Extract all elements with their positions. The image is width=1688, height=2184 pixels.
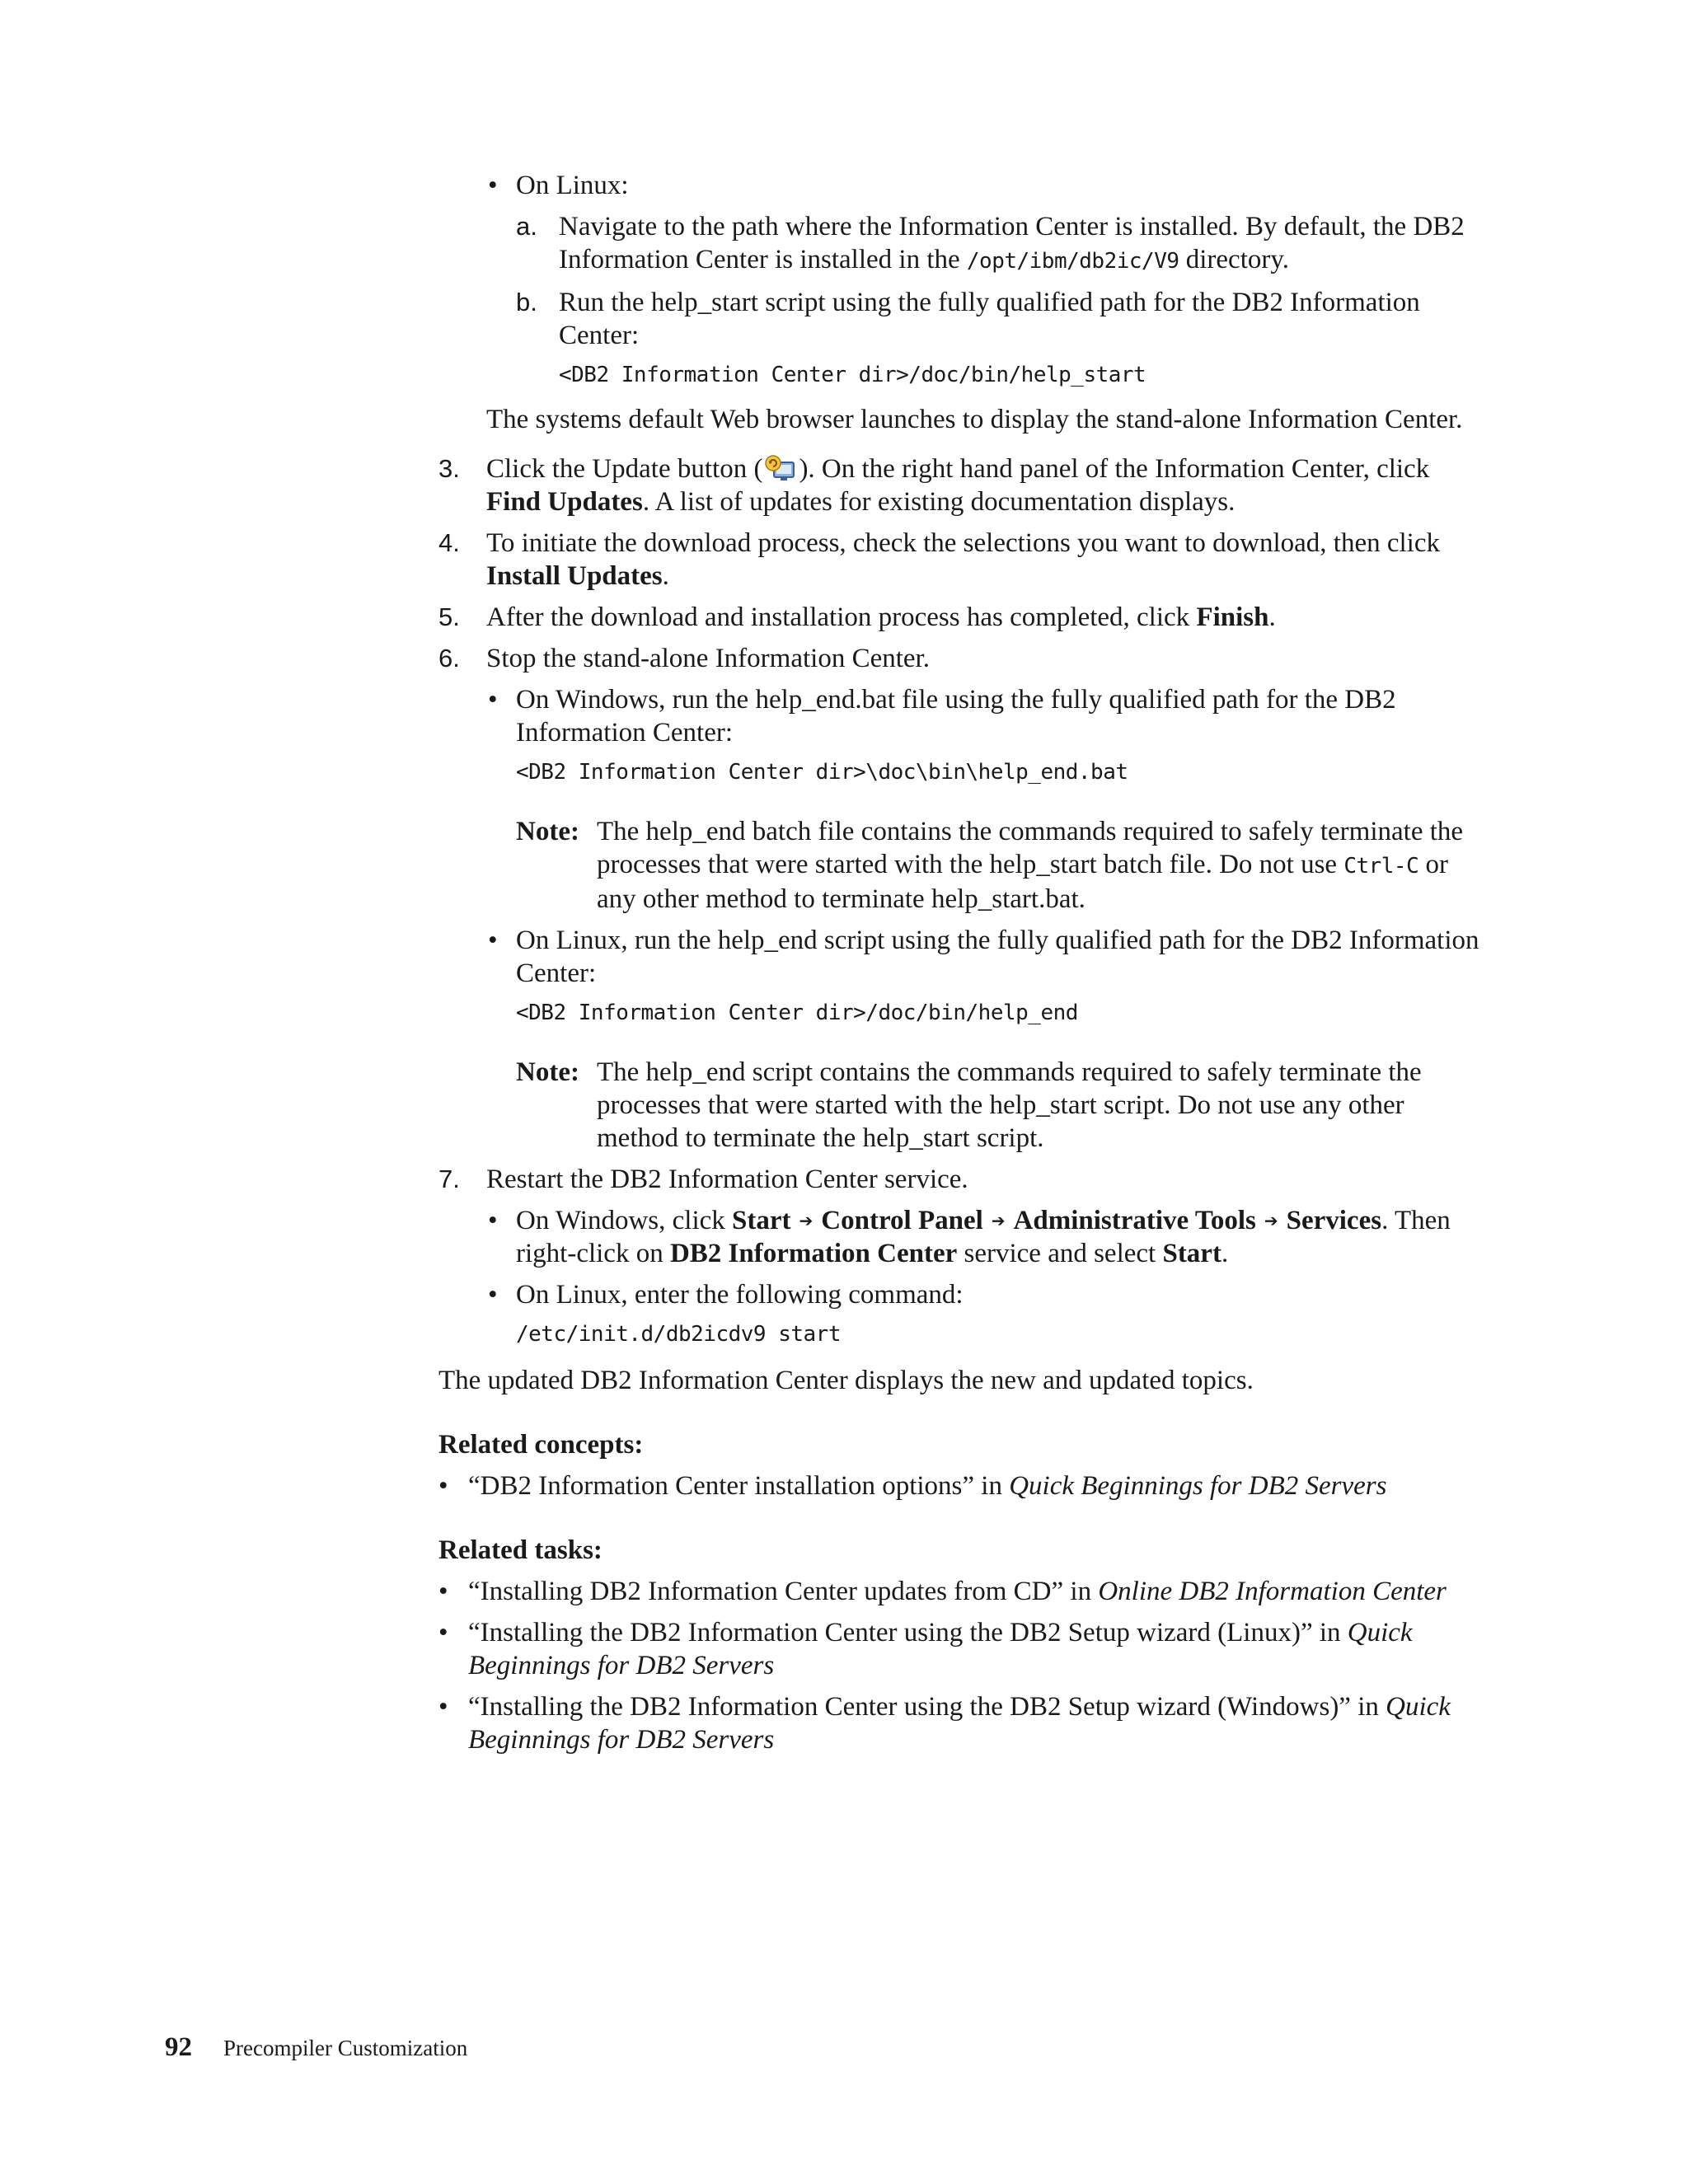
bullet-marker: • [488, 685, 498, 715]
step-3-marker: 3. [438, 454, 460, 483]
related-concepts-heading: Related concepts: [438, 1430, 644, 1460]
related-tasks-item [438, 1616, 1485, 1682]
step-a-marker: a. [516, 212, 537, 241]
control-panel-label: Control Panel [821, 1206, 983, 1235]
related-link-text: “DB2 Information Center installation options” in [468, 1471, 1010, 1501]
related-tasks-item [438, 1575, 1485, 1608]
windows-note-text-end: or any other method to terminate help_start.bat. [597, 850, 1448, 914]
administrative-tools-label: Administrative Tools [1013, 1206, 1256, 1235]
step-a-text-end: directory. [1179, 245, 1289, 274]
linux-note [516, 1056, 1485, 1155]
note-label: Note: [516, 1057, 579, 1087]
step-6-linux-bullet [438, 924, 1485, 1155]
step-6-text: Stop the stand-alone Information Center. [486, 644, 930, 673]
step-b [438, 286, 1485, 391]
related-link-text: “Installing the DB2 Information Center using the DB2 Setup wizard (Linux)” in [468, 1618, 1348, 1647]
bullet-marker: • [438, 1577, 448, 1606]
init-d-command-code: /etc/init.d/db2icdv9 start [516, 1322, 841, 1347]
step-5-marker: 5. [438, 602, 460, 631]
step-6-windows-text: On Windows, run the help_end.bat file using the fully qualified path for the DB2 Information Center: [516, 685, 1396, 748]
step-7-windows-bullet [438, 1204, 1485, 1270]
step-7-text: Restart the DB2 Information Center service. [486, 1165, 968, 1194]
step-3-text-cont: ). On the right hand panel of the Information Center, click [799, 454, 1430, 484]
linux-note-text: The help_end script contains the commands required to safely terminate the processes that were started with the help_start script. Do not use any other method to terminate the help_start script. [597, 1057, 1422, 1153]
step-7-linux-bullet [438, 1278, 1485, 1351]
bullet-marker: • [488, 1280, 498, 1310]
book-title: Quick Beginnings for DB2 Servers [468, 1692, 1451, 1755]
arrow-right-icon: ➔ [991, 1211, 1006, 1230]
related-tasks-heading: Related tasks: [438, 1535, 603, 1565]
related-link-text: “Installing the DB2 Information Center using the DB2 Setup wizard (Windows)” in [468, 1692, 1386, 1722]
start-label: Start [1162, 1239, 1221, 1268]
step-3-text-end: . A list of updates for existing documentation displays. [642, 487, 1236, 517]
bullet-marker: • [438, 1618, 448, 1647]
book-title: Quick Beginnings for DB2 Servers [468, 1618, 1413, 1680]
page-footer [165, 2031, 467, 2064]
step-6 [438, 642, 1485, 675]
step-5-text: After the download and installation process has completed, click [486, 602, 1197, 632]
related-concepts-item [438, 1469, 1485, 1502]
related-link-text: “Installing DB2 Information Center updates from CD” in [468, 1577, 1099, 1606]
bullet-marker: • [488, 171, 498, 200]
step-7 [438, 1163, 1485, 1196]
update-icon [764, 454, 797, 484]
result-text: The updated DB2 Information Center displays the new and updated topics. [438, 1366, 1254, 1395]
bullet-marker: • [488, 926, 498, 955]
step-4-text-end: . [662, 561, 669, 591]
step-3-text: Click the Update button ( [486, 454, 763, 484]
ctrl-c-code: Ctrl-C [1343, 854, 1419, 879]
step-7-windows-text-cont2: service and select [957, 1239, 1163, 1268]
browser-launch-text: The systems default Web browser launches to display the stand-alone Information Center. [486, 405, 1463, 434]
step-4-text: To initiate the download process, check the selections you want to download, then click [486, 528, 1440, 558]
book-title: Online DB2 Information Center [1098, 1577, 1447, 1606]
step-7-windows-text-end: . [1221, 1239, 1229, 1268]
step-6-linux-text: On Linux, run the help_end script using the fully qualified path for the DB2 Information Center: [516, 926, 1479, 988]
step-7-windows-text-cont: . Then right-click on [516, 1206, 1451, 1268]
step-b-text: Run the help_start script using the fully qualified path for the DB2 Information Center: [559, 288, 1420, 350]
step-4-marker: 4. [438, 528, 460, 557]
note-label: Note: [516, 817, 579, 846]
db2-info-center-service-label: DB2 Information Center [669, 1239, 958, 1268]
step-a-path: /opt/ibm/db2ic/V9 [966, 249, 1179, 274]
book-title: Quick Beginnings for DB2 Servers [1009, 1471, 1387, 1501]
step-6-marker: 6. [438, 644, 460, 673]
finish-label: Finish [1196, 602, 1269, 632]
step-7-linux-text: On Linux, enter the following command: [516, 1280, 964, 1310]
linux-bullet [438, 169, 1485, 202]
step-b-marker: b. [516, 288, 537, 316]
footer-title: Precompiler Customization [223, 2036, 468, 2060]
step-5-text-end: . [1268, 602, 1276, 632]
find-updates-label: Find Updates [486, 487, 643, 517]
related-tasks-item [438, 1690, 1485, 1756]
services-label: Services [1286, 1206, 1382, 1235]
step-6-windows-bullet [438, 683, 1485, 916]
start-menu-label: Start [732, 1206, 791, 1235]
step-4 [438, 527, 1485, 593]
linux-bullet-label: On Linux: [516, 171, 629, 200]
windows-note [516, 815, 1485, 916]
help-end-bat-code: <DB2 Information Center dir>\doc\bin\help_end.bat [516, 760, 1128, 785]
windows-note-text: The help_end batch file contains the commands required to safely terminate the processes that were started with the help_start batch file. Do not use [597, 817, 1464, 879]
step-5 [438, 601, 1485, 634]
bullet-marker: • [438, 1692, 448, 1722]
step-a-text: Navigate to the path where the Information Center is installed. By default, the DB2 Information Center is installed in the [559, 212, 1465, 274]
arrow-right-icon: ➔ [1264, 1211, 1278, 1230]
step-3 [438, 452, 1485, 518]
step-7-windows-text: On Windows, click [516, 1206, 733, 1235]
bullet-marker: • [438, 1471, 448, 1501]
help-end-code: <DB2 Information Center dir>/doc/bin/help_end [516, 1001, 1078, 1025]
help-start-code: <DB2 Information Center dir>/doc/bin/help_start [559, 363, 1146, 387]
step-7-marker: 7. [438, 1165, 460, 1193]
arrow-right-icon: ➔ [799, 1211, 814, 1230]
install-updates-label: Install Updates [486, 561, 663, 591]
page-number: 92 [165, 2032, 192, 2062]
main-column [438, 169, 1485, 1756]
step-a [438, 210, 1485, 278]
bullet-marker: • [488, 1206, 498, 1235]
